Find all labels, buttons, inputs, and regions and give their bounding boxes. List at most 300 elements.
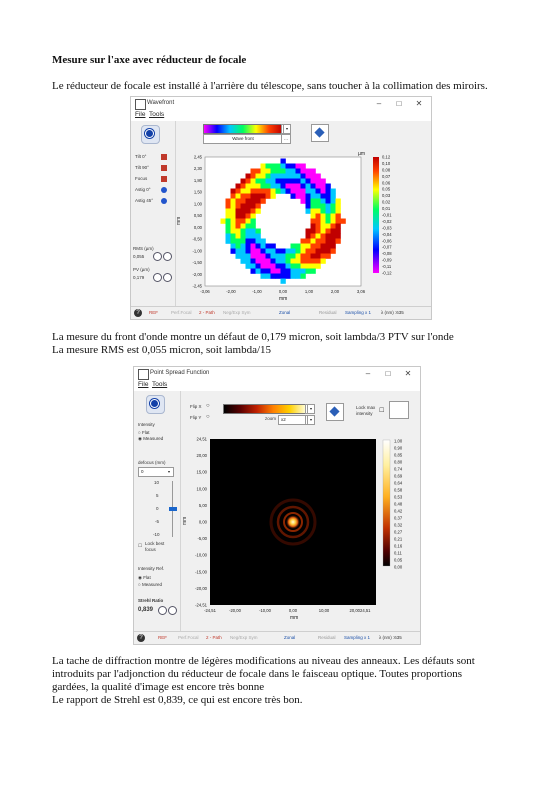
psf-caption-line-1: La tache de diffraction montre de légères modifications au niveau des anneaux. Les défauts sont bbox=[52, 655, 475, 667]
lock-max-intensity-label: Lock max intensity bbox=[356, 405, 376, 416]
wavefront-cell bbox=[236, 234, 241, 239]
wavefront-cell bbox=[331, 209, 336, 214]
wavefront-cell bbox=[311, 219, 316, 224]
wavefront-cell bbox=[291, 179, 296, 184]
wavefront-cell bbox=[316, 259, 321, 264]
menu-file[interactable]: File bbox=[135, 111, 146, 118]
psf-profile-icon[interactable] bbox=[389, 401, 409, 419]
wavefront-cell bbox=[231, 199, 236, 204]
wavefront-cell bbox=[296, 184, 301, 189]
wavefront-cell bbox=[281, 274, 286, 279]
app-icon bbox=[135, 99, 146, 110]
y-tick-label: 2,30 bbox=[193, 166, 202, 172]
wavefront-cell bbox=[321, 234, 326, 239]
wavefront-cell bbox=[316, 199, 321, 204]
colorbar-tick-label: 0,90 bbox=[394, 445, 403, 451]
status-2-path[interactable]: 2 - Path bbox=[206, 635, 222, 640]
wavefront-cell bbox=[326, 204, 331, 209]
wavefront-cell bbox=[271, 174, 276, 179]
wavefront-cell bbox=[271, 169, 276, 174]
maximize-button[interactable]: □ bbox=[385, 369, 391, 378]
wavefront-cell bbox=[306, 259, 311, 264]
wavefront-cell bbox=[261, 274, 266, 279]
wavefront-titlebar bbox=[131, 97, 431, 110]
status-wavelength: λ (nm) :635 bbox=[379, 635, 402, 640]
status-perf-focal[interactable]: Perf.Focal bbox=[171, 310, 192, 315]
wavefront-cell bbox=[231, 194, 236, 199]
strehl-label: Strehl Ratio bbox=[138, 598, 164, 603]
zoom-icon[interactable] bbox=[153, 273, 162, 282]
close-button[interactable]: ✕ bbox=[415, 99, 423, 108]
x-tick-label: 0,00 bbox=[288, 608, 298, 613]
intensity-ref-label: Intensity Ref. bbox=[138, 566, 165, 571]
zoom-icon[interactable] bbox=[153, 252, 162, 261]
wavefront-cell bbox=[251, 249, 256, 254]
wavefront-cell bbox=[251, 169, 256, 174]
wavefront-cell bbox=[261, 239, 266, 244]
status-ref[interactable]: REF bbox=[158, 635, 167, 640]
colormap-gradient-icon[interactable] bbox=[223, 404, 307, 414]
wavefront-cell bbox=[226, 229, 231, 234]
wavefront-cell bbox=[326, 229, 331, 234]
wavefront-cell bbox=[281, 174, 286, 179]
wavefront-cell bbox=[296, 259, 301, 264]
wavefront-cell bbox=[291, 269, 296, 274]
status-sampling[interactable]: Sampling x 1 bbox=[344, 635, 371, 640]
wavefront-cell bbox=[261, 169, 266, 174]
flip-y-radio[interactable]: ○ bbox=[206, 414, 210, 420]
wavefront-cell bbox=[291, 264, 296, 269]
wavefront-tool-icon[interactable] bbox=[141, 125, 160, 144]
wavefront-cell bbox=[306, 229, 311, 234]
zoom-icon[interactable] bbox=[158, 606, 167, 615]
unit-label: µm bbox=[358, 151, 366, 157]
wavefront-cell bbox=[301, 264, 306, 269]
wavefront-cell bbox=[291, 254, 296, 259]
colormap-dropdown-button[interactable] bbox=[281, 124, 291, 134]
wavefront-cell bbox=[241, 179, 246, 184]
psf-caption-line-3: gardées, la qualité d'image est encore très bonne bbox=[52, 681, 265, 693]
intensity-measured-radio[interactable]: ◉ Measured bbox=[138, 436, 164, 441]
wavefront-cell bbox=[286, 249, 291, 254]
wavefront-cell bbox=[256, 209, 261, 214]
y-tick-label: -2,00 bbox=[192, 271, 202, 277]
focus-toggle-icon[interactable] bbox=[161, 176, 167, 182]
wavefront-cell bbox=[281, 264, 286, 269]
wavefront-cell bbox=[326, 189, 331, 194]
wavefront-cell bbox=[316, 219, 321, 224]
lock-best-focus-checkbox[interactable]: ☐ bbox=[138, 543, 143, 548]
wavefront-cell bbox=[301, 254, 306, 259]
wavefront-left-panel bbox=[131, 121, 176, 307]
maximize-button[interactable]: □ bbox=[396, 99, 402, 108]
wavefront-caption-line-2: La mesure RMS est 0,055 micron, soit lambda/15 bbox=[52, 344, 272, 356]
wavefront-cell bbox=[236, 254, 241, 259]
wavefront-cell bbox=[226, 209, 231, 214]
display-mode-select[interactable]: Wave front bbox=[203, 134, 283, 144]
radio-label: Measured bbox=[143, 436, 164, 441]
wavefront-cell bbox=[316, 174, 321, 179]
psf-caption-line-4: Le rapport de Strehl est 0,839, ce qui est encore très bon. bbox=[52, 694, 303, 706]
wavefront-cell bbox=[306, 184, 311, 189]
window-title: Point Spread Function bbox=[150, 370, 210, 376]
y-tick-label: -10,00 bbox=[195, 552, 207, 558]
colorbar-tick-label: 0,00 bbox=[394, 564, 403, 570]
chevron-down-icon: ▾ bbox=[307, 405, 314, 413]
wavefront-cell bbox=[226, 214, 231, 219]
psf-left-panel bbox=[134, 391, 181, 632]
wavefront-cell bbox=[321, 224, 326, 229]
y-tick-label: 1,00 bbox=[193, 201, 202, 207]
wavefront-cell bbox=[321, 179, 326, 184]
astig45-label: Astig 45° bbox=[135, 198, 154, 203]
wavefront-cell bbox=[301, 184, 306, 189]
wavefront-cell bbox=[241, 224, 246, 229]
wavefront-cell bbox=[296, 179, 301, 184]
psf-titlebar bbox=[134, 367, 420, 380]
menu-tools[interactable]: Tools bbox=[149, 111, 165, 118]
chevron-down-icon: ▾ bbox=[307, 416, 314, 424]
wavefront-cell bbox=[271, 254, 276, 259]
wavefront-cell bbox=[321, 209, 326, 214]
ref-measured-radio[interactable]: ○ Measured bbox=[138, 582, 162, 587]
wavefront-cell bbox=[306, 264, 311, 269]
wavefront-cell bbox=[251, 219, 256, 224]
wavefront-cell bbox=[331, 239, 336, 244]
colorbar-tick-label: 0,05 bbox=[394, 557, 403, 563]
wavefront-cell bbox=[271, 249, 276, 254]
wavefront-cell bbox=[316, 239, 321, 244]
wavefront-cell bbox=[311, 249, 316, 254]
wavefront-cell bbox=[296, 189, 301, 194]
wavefront-cell bbox=[261, 174, 266, 179]
wavefront-cell bbox=[246, 189, 251, 194]
wavefront-cell bbox=[326, 244, 331, 249]
wavefront-cell bbox=[301, 169, 306, 174]
wavefront-cell bbox=[286, 189, 291, 194]
wavefront-cell bbox=[331, 224, 336, 229]
colorbar-tick-label: 0,12 bbox=[382, 154, 391, 160]
wavefront-cell bbox=[256, 174, 261, 179]
status-wavelength: λ (nm) :635 bbox=[381, 310, 404, 315]
wavefront-cell bbox=[291, 249, 296, 254]
wavefront-cell bbox=[306, 179, 311, 184]
wavefront-cell bbox=[246, 254, 251, 259]
wavefront-cell bbox=[226, 239, 231, 244]
wavefront-cell bbox=[251, 254, 256, 259]
wavefront-cell bbox=[321, 194, 326, 199]
colorbar-tick-label: -0,02 bbox=[382, 218, 392, 224]
wavefront-cell bbox=[301, 189, 306, 194]
wavefront-cell bbox=[311, 179, 316, 184]
wavefront-cell bbox=[246, 209, 251, 214]
wavefront-cell bbox=[241, 254, 246, 259]
wavefront-cell bbox=[246, 259, 251, 264]
wavefront-caption-line-1: La mesure du front d'onde montre un défaut de 0,179 micron, soit lambda/3 PTV sur l'onde bbox=[52, 331, 454, 343]
wavefront-cell bbox=[251, 179, 256, 184]
rms-label: RMS (µm) bbox=[133, 246, 154, 251]
wavefront-cell bbox=[301, 174, 306, 179]
wavefront-cell bbox=[276, 274, 281, 279]
status-2-path[interactable]: 2 - Path bbox=[199, 310, 215, 315]
status-sampling[interactable]: Sampling x 1 bbox=[345, 310, 372, 315]
psf-caption-line-2: introduits par l'adjonction du réducteur de focale dans le faisceau optique. Toutes proportions bbox=[52, 668, 463, 680]
wavefront-cell bbox=[311, 259, 316, 264]
wavefront-cell bbox=[241, 229, 246, 234]
wavefront-cell bbox=[251, 174, 256, 179]
wavefront-cell bbox=[311, 214, 316, 219]
chevron-down-icon[interactable]: ▾ bbox=[167, 469, 170, 474]
wavefront-cell bbox=[326, 224, 331, 229]
refresh-icon[interactable] bbox=[168, 606, 177, 615]
colorbar-tick-label: 0,07 bbox=[382, 173, 391, 179]
status-ref[interactable]: REF bbox=[149, 310, 158, 315]
wavefront-cell bbox=[306, 269, 311, 274]
y-tick-label: 1,80 bbox=[193, 177, 202, 183]
wavefront-cell bbox=[256, 269, 261, 274]
defocus-input[interactable]: 0 bbox=[138, 467, 174, 477]
wavefront-cell bbox=[246, 204, 251, 209]
wavefront-cell bbox=[331, 194, 336, 199]
status-neg-exp[interactable]: Neg/Exp Sym bbox=[223, 310, 251, 315]
colorbar bbox=[383, 440, 390, 566]
wavefront-cell bbox=[251, 204, 256, 209]
colorbar-tick-label: 0,06 bbox=[382, 180, 391, 186]
colorbar-tick-label: 0,80 bbox=[394, 459, 403, 465]
defocus-slider-handle[interactable] bbox=[169, 507, 177, 511]
wavefront-cell bbox=[261, 264, 266, 269]
wavefront-cell bbox=[291, 174, 296, 179]
wavefront-cell bbox=[291, 259, 296, 264]
wavefront-cell bbox=[326, 214, 331, 219]
wavefront-cell bbox=[286, 184, 291, 189]
x-tick-label: 2,00 bbox=[330, 289, 340, 294]
wavefront-cell bbox=[306, 234, 311, 239]
wavefront-cell bbox=[316, 234, 321, 239]
wavefront-cell bbox=[281, 189, 286, 194]
help-icon[interactable]: ? bbox=[137, 634, 145, 642]
wavefront-cell bbox=[301, 274, 306, 279]
wavefront-cell bbox=[251, 264, 256, 269]
colorbar-tick-label: 0,53 bbox=[394, 494, 403, 500]
wavefront-cell bbox=[266, 189, 271, 194]
y-tick-label: 1,50 bbox=[193, 189, 202, 195]
colormap-gradient-icon[interactable] bbox=[203, 124, 283, 134]
status-perf-focal[interactable]: Perf.Focal bbox=[178, 635, 199, 640]
close-button[interactable]: ✕ bbox=[404, 369, 412, 378]
wavefront-cell bbox=[296, 164, 301, 169]
x-axis-label: mm bbox=[290, 615, 299, 621]
wavefront-cell bbox=[231, 249, 236, 254]
display-mode-more-button[interactable]: … bbox=[281, 134, 291, 144]
zoom-select[interactable]: x2 bbox=[278, 415, 308, 425]
refresh-icon[interactable] bbox=[163, 273, 172, 282]
wavefront-cell bbox=[326, 199, 331, 204]
minimize-button[interactable]: – bbox=[376, 99, 382, 108]
wavefront-cell bbox=[256, 194, 261, 199]
pv-value: 0,179 bbox=[133, 275, 145, 280]
x-tick-label: 10,00 bbox=[318, 608, 330, 613]
tilt0-label: Tilt 0° bbox=[135, 154, 147, 159]
wavefront-cell bbox=[316, 184, 321, 189]
wavefront-cell bbox=[266, 274, 271, 279]
wavefront-cell bbox=[331, 199, 336, 204]
menu-file[interactable]: File bbox=[138, 381, 149, 388]
wavefront-cell bbox=[281, 164, 286, 169]
colorbar-tick-label: 0,58 bbox=[394, 487, 403, 493]
wavefront-cell bbox=[311, 189, 316, 194]
wavefront-cell bbox=[276, 269, 281, 274]
wavefront-cell bbox=[271, 264, 276, 269]
wavefront-cell bbox=[331, 234, 336, 239]
colorbar-tick-label: 0,42 bbox=[394, 508, 403, 514]
wavefront-cell bbox=[326, 254, 331, 259]
ref-flat-radio[interactable]: ◉ Flat bbox=[138, 575, 151, 580]
wavefront-cell bbox=[321, 249, 326, 254]
wavefront-cell bbox=[246, 229, 251, 234]
window-title: Wavefront bbox=[147, 100, 175, 106]
radio-label: Flat bbox=[143, 575, 151, 580]
wavefront-cell bbox=[231, 204, 236, 209]
wavefront-cell bbox=[266, 269, 271, 274]
y-tick-label: -5,00 bbox=[197, 536, 207, 542]
wavefront-cell bbox=[321, 254, 326, 259]
wavefront-cell bbox=[311, 194, 316, 199]
wavefront-cell bbox=[331, 214, 336, 219]
wavefront-cell bbox=[281, 254, 286, 259]
wavefront-cell bbox=[311, 174, 316, 179]
wavefront-cell bbox=[241, 204, 246, 209]
flip-x-radio[interactable]: ○ bbox=[206, 403, 210, 409]
wavefront-cell bbox=[246, 214, 251, 219]
wavefront-cell bbox=[251, 259, 256, 264]
minimize-button[interactable]: – bbox=[365, 369, 371, 378]
wavefront-cell bbox=[251, 244, 256, 249]
wavefront-cell bbox=[326, 234, 331, 239]
wavefront-cell bbox=[281, 279, 286, 284]
psf-tool-icon[interactable] bbox=[146, 395, 165, 414]
intensity-flat-radio[interactable]: ○ Flat bbox=[138, 430, 150, 435]
colorbar-tick-label: 0,02 bbox=[382, 199, 391, 205]
status-residual[interactable]: Residual bbox=[318, 635, 336, 640]
wavefront-cell bbox=[271, 274, 276, 279]
y-tick-label: -24,51 bbox=[195, 602, 207, 608]
colorbar-tick-label: -0,04 bbox=[382, 231, 392, 237]
wavefront-cell bbox=[241, 259, 246, 264]
wavefront-cell bbox=[336, 229, 341, 234]
wavefront-cell bbox=[231, 234, 236, 239]
wavefront-cell bbox=[311, 264, 316, 269]
wavefront-cell bbox=[316, 264, 321, 269]
colorbar-tick-label: 0,01 bbox=[382, 206, 391, 212]
wavefront-cell bbox=[296, 254, 301, 259]
astig0-toggle-icon[interactable] bbox=[161, 187, 167, 193]
lock-max-intensity-checkbox[interactable]: ☐ bbox=[379, 408, 385, 414]
y-tick-label: -20,00 bbox=[195, 585, 207, 591]
wavefront-cell bbox=[236, 199, 241, 204]
colorbar-tick-label: -0,12 bbox=[382, 270, 392, 276]
wavefront-cell bbox=[246, 224, 251, 229]
colorbar-tick-label: -0,03 bbox=[382, 225, 392, 231]
wavefront-cell bbox=[246, 179, 251, 184]
wavefront-cell bbox=[256, 244, 261, 249]
tilt0-toggle-icon[interactable] bbox=[161, 154, 167, 160]
wavefront-cell bbox=[251, 214, 256, 219]
wavefront-cell bbox=[266, 244, 271, 249]
slider-tick: -5 bbox=[155, 519, 160, 524]
colormap-dropdown-button[interactable] bbox=[305, 404, 315, 414]
focus-label: Focus bbox=[135, 176, 148, 181]
wavefront-cell bbox=[286, 179, 291, 184]
wavefront-cell bbox=[291, 184, 296, 189]
wavefront-cell bbox=[321, 259, 326, 264]
wavefront-cell bbox=[301, 244, 306, 249]
wavefront-cell bbox=[241, 209, 246, 214]
wavefront-cell bbox=[276, 259, 281, 264]
wavefront-cell bbox=[316, 249, 321, 254]
wavefront-cell bbox=[301, 249, 306, 254]
wavefront-cell bbox=[276, 264, 281, 269]
wavefront-cell bbox=[301, 199, 306, 204]
tilt90-toggle-icon[interactable] bbox=[161, 165, 167, 171]
wavefront-cell bbox=[226, 234, 231, 239]
wavefront-cell bbox=[311, 184, 316, 189]
y-tick-label: -15,00 bbox=[195, 569, 207, 575]
wavefront-cell bbox=[276, 169, 281, 174]
wavefront-cell bbox=[271, 189, 276, 194]
wavefront-cell bbox=[326, 249, 331, 254]
3d-view-icon[interactable] bbox=[326, 403, 344, 421]
slider-tick: 5 bbox=[156, 493, 159, 498]
status-zonal[interactable]: Zonal bbox=[279, 310, 291, 315]
3d-view-icon[interactable] bbox=[311, 124, 329, 142]
zoom-dropdown-button[interactable] bbox=[305, 415, 315, 425]
wavefront-cell bbox=[241, 239, 246, 244]
astig45-toggle-icon[interactable] bbox=[161, 198, 167, 204]
refresh-icon[interactable] bbox=[163, 252, 172, 261]
help-icon[interactable]: ? bbox=[134, 309, 142, 317]
menu-tools[interactable]: Tools bbox=[152, 381, 168, 388]
wavefront-cell bbox=[316, 214, 321, 219]
wavefront-cell bbox=[326, 184, 331, 189]
wavefront-cell bbox=[261, 259, 266, 264]
y-tick-label: 2,45 bbox=[193, 154, 202, 160]
wavefront-cell bbox=[236, 219, 241, 224]
wavefront-cell bbox=[246, 184, 251, 189]
status-zonal[interactable]: Zonal bbox=[284, 635, 296, 640]
wavefront-cell bbox=[246, 249, 251, 254]
wavefront-cell bbox=[241, 214, 246, 219]
wavefront-cell bbox=[291, 169, 296, 174]
wavefront-cell bbox=[316, 229, 321, 234]
wavefront-cell bbox=[276, 189, 281, 194]
wavefront-cell bbox=[236, 229, 241, 234]
y-tick-label: -1,50 bbox=[192, 260, 202, 266]
wavefront-cell bbox=[316, 179, 321, 184]
y-tick-label: 5,00 bbox=[198, 502, 207, 508]
wavefront-cell bbox=[306, 244, 311, 249]
wavefront-cell bbox=[311, 234, 316, 239]
status-neg-exp[interactable]: Neg/Exp Sym bbox=[230, 635, 258, 640]
wavefront-cell bbox=[261, 184, 266, 189]
wavefront-cell bbox=[321, 239, 326, 244]
wavefront-cell bbox=[291, 164, 296, 169]
colorbar-tick-label: -0,09 bbox=[382, 257, 392, 263]
wavefront-cell bbox=[266, 174, 271, 179]
wavefront-cell bbox=[266, 254, 271, 259]
wavefront-cell bbox=[321, 199, 326, 204]
status-residual[interactable]: Residual bbox=[319, 310, 337, 315]
